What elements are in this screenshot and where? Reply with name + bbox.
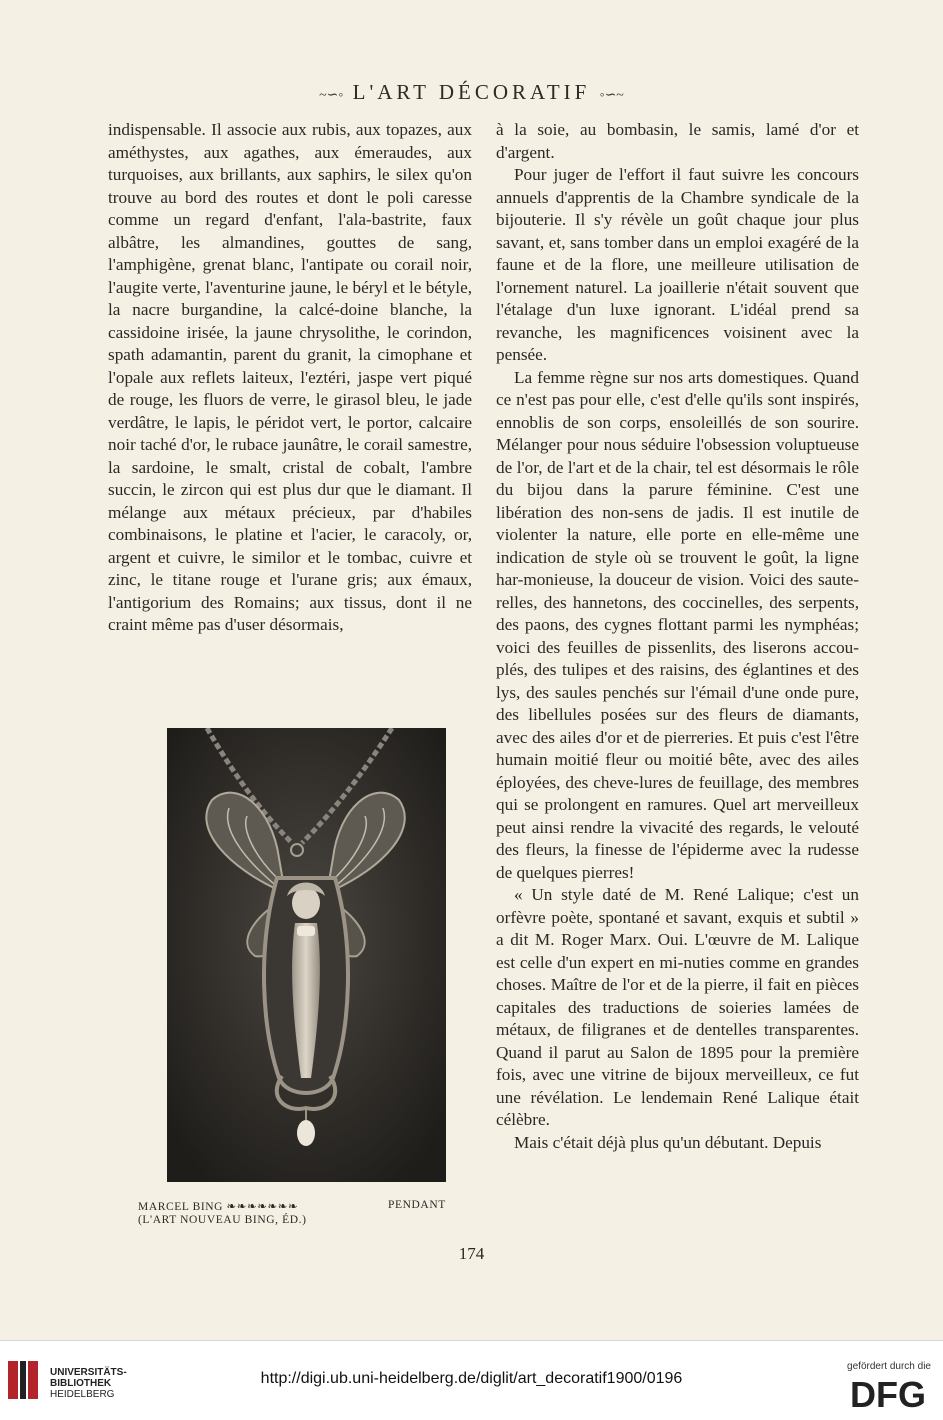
right-paragraph-2: Pour juger de l'effort il faut suivre les concours annuels d'apprentis de la Chambre syndicale de la bijouterie. Il s'y révèle un goût chaque jour plus savant, et, sans tomber dans un emploi exagéré de la faune et de la flore, une meilleure utilisation de l'ornement naturel. La joaillerie n'était souvent que l'étalage d'un luxe ignorant. L'idéal prend sa revanche, les magnificences voisinent avec la pensée.: [496, 165, 859, 364]
right-paragraph-1: à la soie, au bombasin, le samis, lamé d'or et d'argent.: [496, 120, 859, 162]
left-column: [108, 119, 472, 637]
left-paragraph-1: indispensable. Il associe aux rubis, aux topazes, aux améthystes, aux agathes, aux émeraudes, aux turquoises, aux brillants, aux saphirs, le silex qu'on trouve au bord des routes et dont le poli caresse comme un regard d'enfant, l'ala-bastrite, faux albâtre, les almandines, gouttes de sang, l'amphigène, grenat blanc, l'antipate ou corail noir, l'augite verte, l'aventurine jaune, le béryl et le bétyle, la nacre burgandine, la calcé-doine blanche, la cassidoine irisée, la jaune chrysolithe, le corindon, spath adamantin, parent du granit, la cimophane et l'opale aux reflets laiteux, l'eztéri, jaspe vert piqué de rouge, les fluors de verre, le girasol bleu, le jade verdâtre, le lapis, le péridot vert, le portor, calcaire noir taché d'or, le rubace jaunâtre, le corail samestre, la sardoine, le smalt, cristal de cobalt, l'ambre succin, le zircon qui est plus dur que le diamant. Il mélange aux métaux précieux, par d'habiles combinaisons, le platine et l'acier, le caracoly, or, argent et cuivre, le similor et le tombac, cuivre et zinc, le titane rouge et l'urane gris; aux émaux, l'antigorium des Romains; aux tissus, dont il ne craint même pas d'user désormais,: [108, 120, 472, 634]
digitization-footer: [0, 1340, 943, 1420]
pendant-photograph: [167, 728, 446, 1182]
library-line-2: BIBLIOTHEK: [50, 1378, 112, 1389]
pendant-illustration: [167, 728, 446, 1182]
permalink-url[interactable]: http://digi.ub.uni-heidelberg.de/diglit/art_decoratif1900/0196: [260, 1370, 683, 1387]
right-column: [496, 119, 859, 1154]
right-paragraph-3: La femme règne sur nos arts domestiques. Quand ce n'est pas pour elle, c'est d'elle qu'ils sont inspirés, ennoblis de son corps, ensoleillés de son sourire. Mélanger pour nous séduire l'obsession voluptueuse de l'or, de l'art et de la chair, tel est désormais le rôle du bijou dans la parure féminine. C'est une libération des non-sens de jadis. Il est inutile de violenter la nature, elle porte en elle-même une indication de style où se trouvent le goût, la ligne har-monieuse, la douceur de vision. Voici des saute-relles, des hannetons, des coccinelles, des serpents, des paons, des cygnes flottant parmi les nymphéas; voici des feuilles de pissenlits, des liserons accou-plés, des tulipes et des raisins, des églantines et des lys, des saules penchés sur l'émail d'une onde pure, des libellules posées sur des fleurs de diamants, avec des ailes d'or et de pierreries. Et puis c'est l'être humain moitié fleur ou moitié bête, avec des ailes éployées, des cheve-lures de feuillage, des membres qui se prolongent en ramures. Quel art merveilleux peut ainsi rendre la vivacité des regards, le velouté des fleurs, la finesse de l'épiderme avec la rudesse de quelques pierres!: [496, 367, 859, 882]
sponsor-text: gefördert durch die: [847, 1361, 931, 1372]
figure-caption-publisher: (L'ART NOUVEAU BING, ÉD.): [138, 1214, 307, 1226]
page-number: 174: [458, 1244, 485, 1263]
figure-caption-credit: MARCEL BING ❧❧❧❧❧❧❧: [138, 1201, 299, 1213]
library-line-3: HEIDELBERG: [50, 1389, 115, 1400]
running-header: [0, 80, 943, 105]
dfg-logo-icon: [845, 1375, 931, 1411]
figure-caption-title: PENDANT: [388, 1199, 446, 1211]
header-ornament-right: ◦∽~: [599, 88, 624, 103]
library-line-1: UNIVERSITÄTS-: [50, 1367, 127, 1378]
journal-title: L'ART DÉCORATIF: [352, 80, 591, 104]
header-ornament-left: ~∽◦: [319, 88, 344, 103]
dfg-logo-text: DFG: [850, 1375, 926, 1411]
right-paragraph-4: « Un style daté de M. René Lalique; c'est un orfèvre poète, spontané et savant, exquis et subtil » a dit M. Roger Marx. Oui. L'œuvre de M. Lalique est celle d'un expert en mi-nuties comme en grandes choses. Maître de l'or et de la pierre, il fait en pièces capitales des traductions de soieries lamées de métaux, de filigranes et de dentelles transparentes. Quand il parut au Salon de 1895 pour la première fois, avec une vitrine de bijoux merveilleux, ce fut une révélation. Le lendemain René Lalique était célèbre.: [496, 885, 859, 1129]
right-paragraph-5: Mais c'était déjà plus qu'un débutant. Depuis: [514, 1132, 822, 1152]
